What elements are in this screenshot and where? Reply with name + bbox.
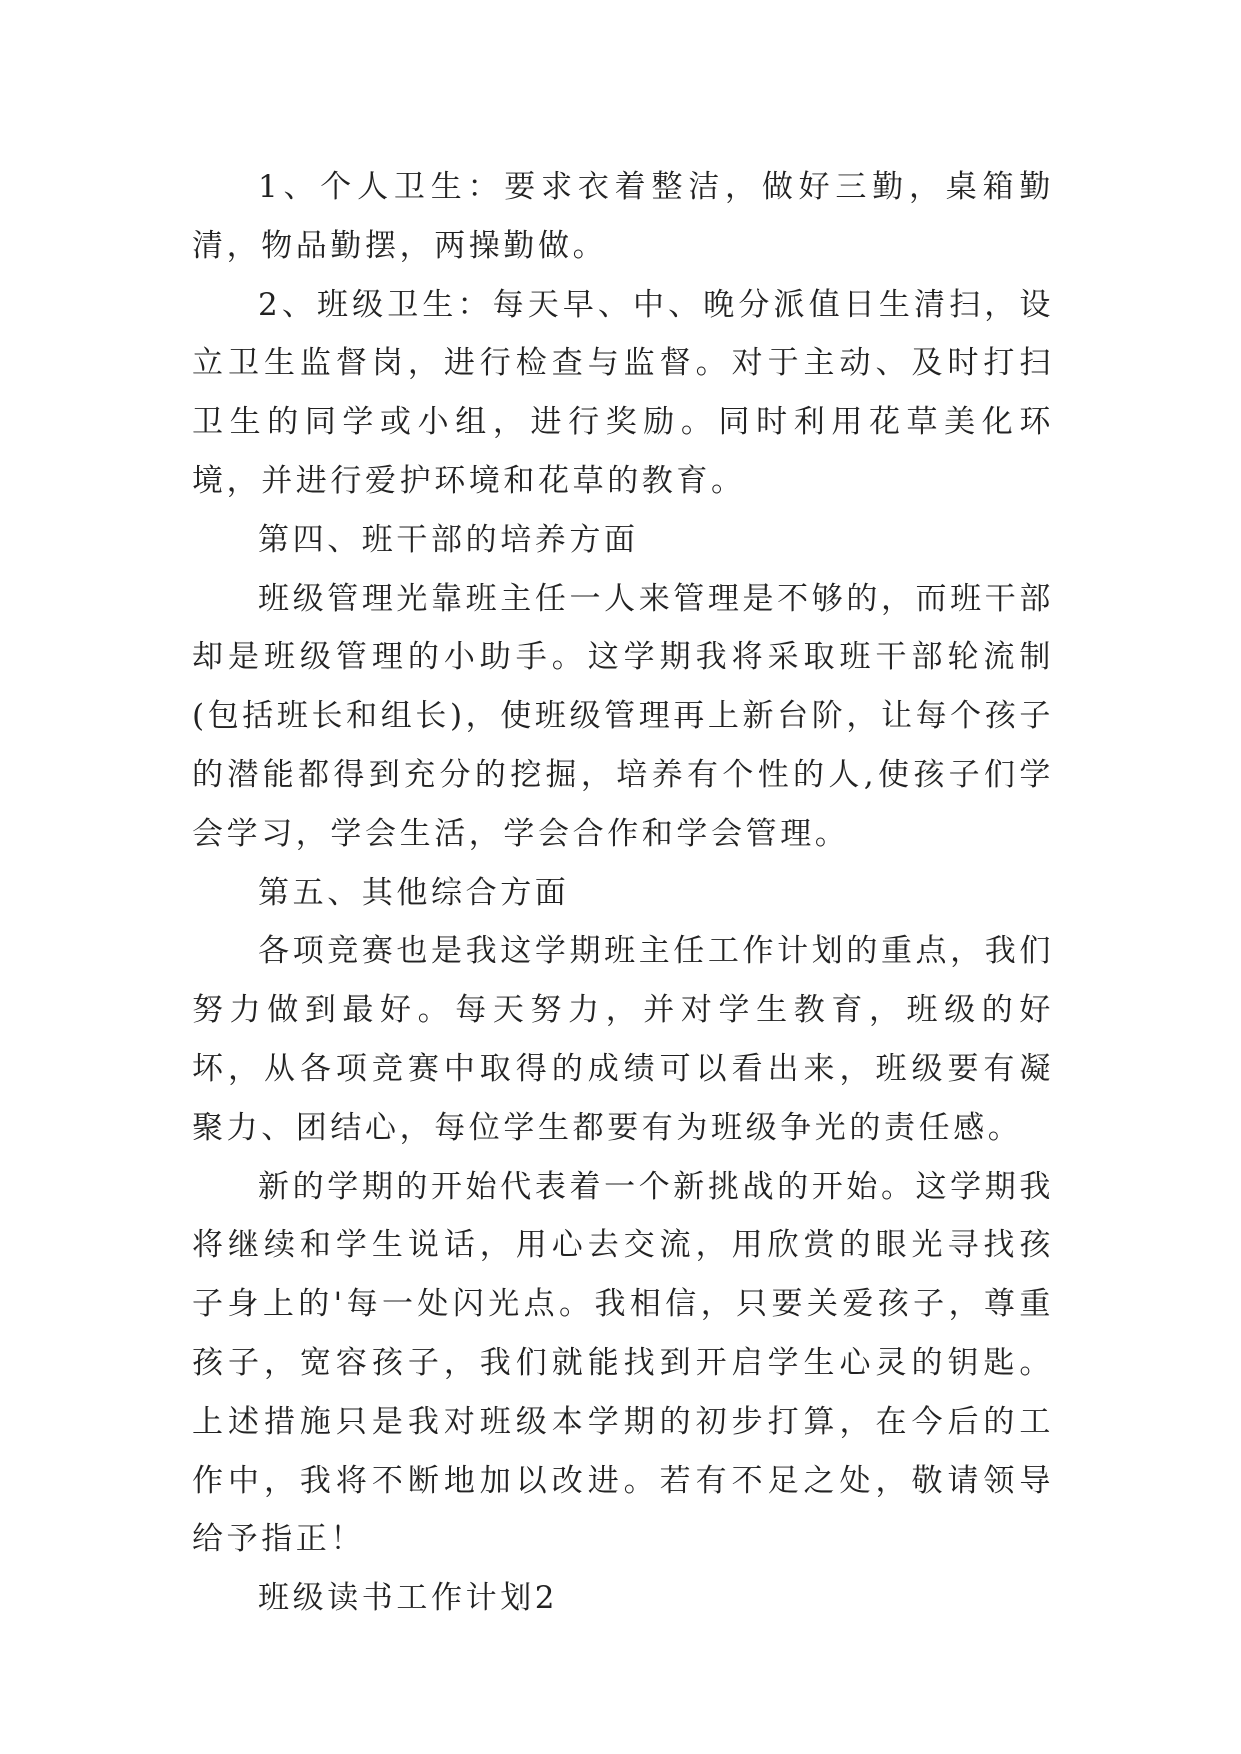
paragraph-personal-hygiene: 1、个人卫生：要求衣着整洁，做好三勤，桌箱勤清，物品勤摆，两操勤做。 bbox=[192, 169, 1054, 264]
paragraph-competitions: 各项竞赛也是我这学期班主任工作计划的重点，我们努力做到最好。每天努力，并对学生教育，班级的好坏，从各项竞赛中取得的成绩可以看出来，班级要有凝聚力、团结心，每位学生都要有为班级争光的责任感。 bbox=[192, 933, 1054, 1146]
next-plan-title: 班级读书工作计划2 bbox=[258, 1580, 559, 1617]
paragraph-class-hygiene: 2、班级卫生：每天早、中、晚分派值日生清扫，设立卫生监督岗，进行检查与监督。对于主动、及时打扫卫生的同学或小组，进行奖励。同时利用花草美化环境，并进行爱护环境和花草的教育。 bbox=[192, 286, 1054, 499]
section-heading-other: 第五、其他综合方面 bbox=[258, 874, 570, 911]
paragraph-class-cadres: 班级管理光靠班主任一人来管理是不够的，而班干部却是班级管理的小助手。这学期我将采取班干部轮流制(包括班长和组长)，使班级管理再上新台阶，让每个孩子的潜能都得到充分的挖掘，培养有个性的人,使孩子们学会学习，学会生活，学会合作和学会管理。 bbox=[192, 580, 1054, 852]
document-body bbox=[192, 158, 1054, 1628]
paragraph-conclusion: 新的学期的开始代表着一个新挑战的开始。这学期我将继续和学生说话，用心去交流，用欣赏的眼光寻找孩子身上的'每一处闪光点。我相信，只要关爱孩子，尊重孩子，宽容孩子，我们就能找到开启学生心灵的钥匙。上述措施只是我对班级本学期的初步打算，在今后的工作中，我将不断地加以改进。若有不足之处，敬请领导给予指正！ bbox=[192, 1168, 1054, 1558]
section-heading-class-cadres: 第四、班干部的培养方面 bbox=[258, 521, 639, 558]
